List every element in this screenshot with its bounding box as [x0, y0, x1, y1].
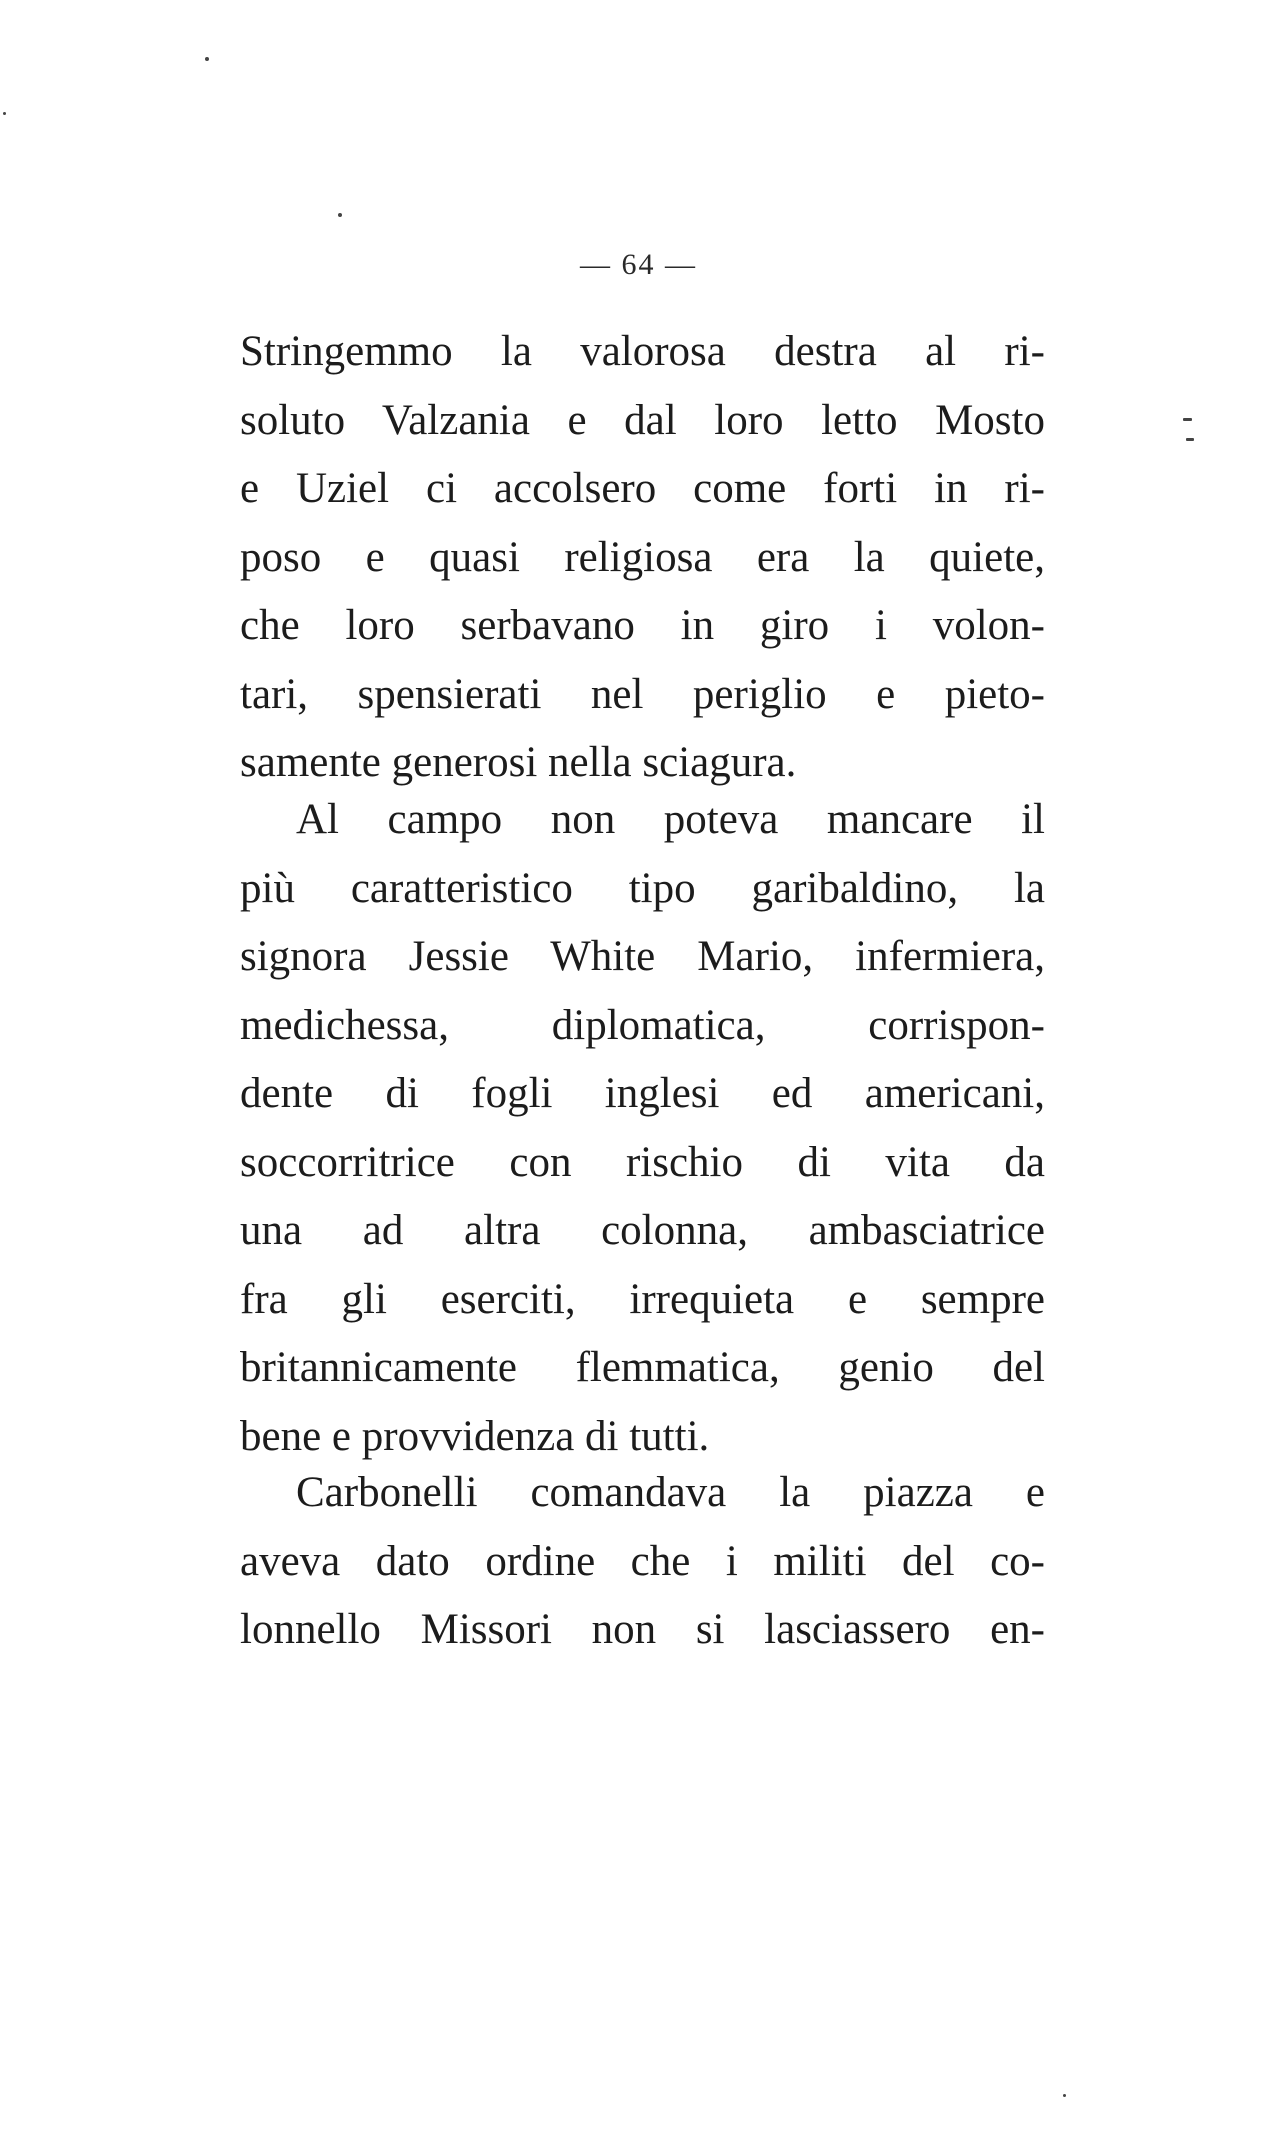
text-line: dente di fogli inglesi ed americani,	[240, 1070, 1045, 1117]
text-line: lonnello Missori non si lasciassero en-	[240, 1606, 1045, 1653]
text-line: fra gli eserciti, irrequieta e sempre	[240, 1275, 1045, 1323]
text-line: più caratteristico tipo garibaldino, la	[240, 864, 1045, 912]
scan-speck	[3, 112, 6, 115]
text-line: samente generosi nella sciagura.	[240, 739, 797, 786]
scan-speck	[1186, 438, 1194, 441]
paragraph-1	[240, 318, 1045, 798]
paragraph-3	[240, 1459, 1045, 1665]
text-line: che loro serbavano in giro i volon-	[240, 602, 1045, 649]
page-number: — 64 —	[580, 248, 697, 281]
text-line: bene e provvidenza di tutti.	[240, 1412, 710, 1460]
text-line: britannicamente flemmatica, genio del	[240, 1344, 1045, 1391]
text-line: una ad altra colonna, ambasciatrice	[240, 1207, 1045, 1254]
text-line: aveva dato ordine che i militi del co-	[240, 1537, 1045, 1585]
scan-speck	[1063, 2094, 1066, 2097]
text-line: medichessa, diplomatica, corrispon-	[240, 1001, 1045, 1049]
text-line: signora Jessie White Mario, infermiera,	[240, 933, 1045, 980]
text-line: soccorritrice con rischio di vita da	[240, 1138, 1045, 1186]
text-line: Carbonelli comandava la piazza e	[296, 1469, 1045, 1516]
paragraph-2	[240, 786, 1045, 1471]
scan-speck	[1183, 418, 1192, 421]
scan-speck	[338, 213, 342, 217]
text-line: poso e quasi religiosa era la quiete,	[240, 533, 1045, 581]
text-line: e Uziel ci accolsero come forti in ri-	[240, 465, 1045, 512]
scan-speck	[205, 57, 209, 61]
text-line: Al campo non poteva mancare il	[296, 796, 1045, 843]
text-line: Stringemmo la valorosa destra al ri-	[240, 328, 1045, 375]
text-line: soluto Valzania e dal loro letto Mosto	[240, 396, 1045, 444]
text-line: tari, spensierati nel periglio e pieto-	[240, 670, 1045, 718]
